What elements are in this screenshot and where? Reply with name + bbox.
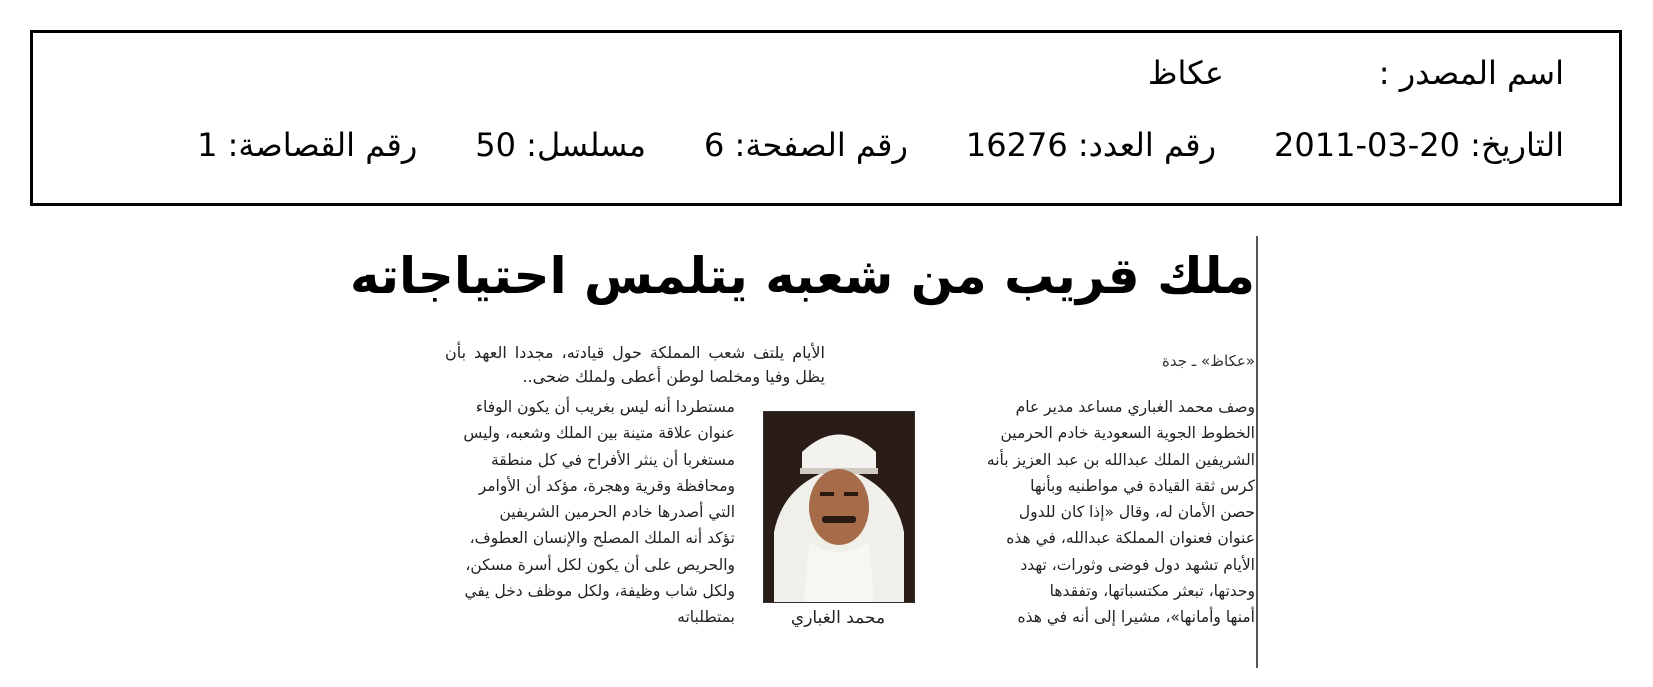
text-line: وحدتها، تبعثر مكتسباتها، وتفقدها <box>1049 582 1255 601</box>
text-line: بمتطلباته <box>677 608 735 627</box>
text-line: ولكل شاب وظيفة، ولكل موظف دخل يفي <box>464 582 735 601</box>
clip-value: 1 <box>197 126 218 164</box>
page-value: 6 <box>704 126 725 164</box>
text-line: أمنها وأمانها»، مشيرا إلى أنه في هذه <box>1017 608 1255 627</box>
text-line: مستطردا أنه ليس بغريب أن يكون الوفاء <box>475 398 735 416</box>
text-line: وصف محمد الغباري مساعد مدير عام <box>1015 398 1255 416</box>
serial-field <box>475 125 646 165</box>
article-right-column <box>975 394 1255 631</box>
photo-caption: محمد الغباري <box>790 608 886 628</box>
text-line: عنوان علاقة متينة بين الملك وشعبه، وليس <box>463 424 735 443</box>
text-line: عنوان فعنوان المملكة عبدالله، في هذه <box>1006 529 1255 548</box>
person-photo <box>763 411 915 603</box>
source-row <box>1148 53 1564 93</box>
metadata-row <box>197 125 1564 165</box>
article-left-column <box>445 394 735 631</box>
source-value: عكاظ <box>1147 54 1224 92</box>
newspaper-article <box>349 236 1255 676</box>
text-line: الخطوط الجوية السعودية خادم الحرمين <box>1000 424 1255 443</box>
text-line: تؤكد أنه الملك المصلح والإنسان العطوف، <box>469 529 735 548</box>
page-label: رقم الصفحة: <box>734 126 908 164</box>
text-line: الأيام تشهد دول فوضى وثورات، تهدد <box>1020 555 1255 574</box>
article-headline: ملك قريب من شعبه يتلمس احتياجاته <box>349 247 1255 305</box>
column-divider <box>1256 236 1258 668</box>
issue-value: 16276 <box>965 126 1068 164</box>
issue-field <box>966 125 1216 165</box>
text-line: والحريص على أن يكون لكل أسرة مسكن، <box>465 555 735 574</box>
text-line: ومحافظة وقرية وهجرة، مؤكد أن الأوامر <box>478 476 735 495</box>
text-line: مستغربا أن ينثر الأفراح في كل منطقة <box>490 450 735 469</box>
portrait-image <box>764 412 914 602</box>
serial-value: 50 <box>475 126 516 164</box>
article-intro: الأيام يلتف شعب المملكة حول قيادته، مجددا العهد بأن يظل وفيا ومخلصا لوطن أعطى ولملك ضحى.. <box>445 343 825 386</box>
clip-field <box>197 125 417 165</box>
text-line: الشريفين الملك عبدالله بن عبد العزيز بأنه <box>986 450 1255 469</box>
date-value: 2011-03-20 <box>1274 126 1460 164</box>
clip-label: رقم القصاصة: <box>227 126 418 164</box>
issue-label: رقم العدد: <box>1077 126 1217 164</box>
text-line: كرس ثقة القيادة في مواطنيه وبأنها <box>1030 476 1255 495</box>
source-label: اسم المصدر : <box>1378 54 1564 92</box>
serial-label: مسلسل: <box>526 126 646 164</box>
source-info-box <box>30 30 1622 206</box>
date-label: التاريخ: <box>1470 126 1564 164</box>
text-line: حصن الأمان له، وقال «إذا كان للدول <box>1018 503 1255 522</box>
text-line: التي أصدرها خادم الحرمين الشريفين <box>499 503 735 522</box>
date-field <box>1274 125 1564 165</box>
page-field <box>704 125 908 165</box>
article-dateline: «عكاظ» ـ جدة <box>1162 352 1255 370</box>
